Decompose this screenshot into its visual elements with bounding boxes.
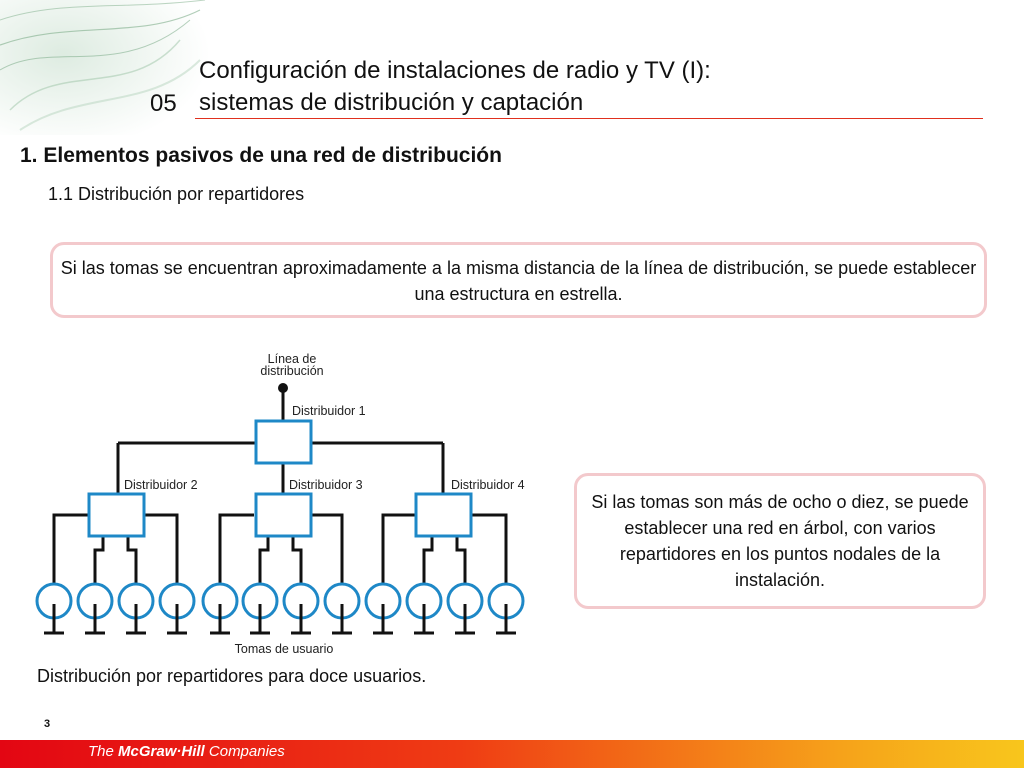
distributor-1-box <box>256 421 311 463</box>
line-entry-dot <box>278 383 288 393</box>
title-divider <box>195 118 983 119</box>
diagram-caption: Distribución por repartidores para doce usuarios. <box>37 666 427 686</box>
title-line-2: sistemas de distribución y captación <box>199 89 584 116</box>
logo-prefix: The <box>88 743 114 760</box>
logo-brand: McGraw·Hill <box>118 743 205 760</box>
page-number: 3 <box>44 718 51 730</box>
slide-title <box>199 55 711 119</box>
footer-bar <box>0 740 1024 768</box>
distributor-2-box <box>89 494 144 536</box>
star-structure-note: Si las tomas se encuentran aproximadamente a la misma distancia de la línea de distribución, se puede establecer una estructura en estrella. <box>50 242 987 318</box>
chapter-number: 05 <box>150 90 177 117</box>
distributor-3-label: Distribuidor 3 <box>289 478 363 492</box>
line-label-2: distribución <box>260 364 324 378</box>
subsection-heading: 1.1 Distribución por repartidores <box>48 184 305 204</box>
distributor-1-label: Distribuidor 1 <box>292 404 366 418</box>
distributor-2-label: Distribuidor 2 <box>124 478 198 492</box>
line-label-1: Línea de <box>267 352 317 366</box>
distributor-3-box <box>256 494 311 536</box>
decorative-swirl-graphic <box>0 0 210 135</box>
distribution-diagram <box>30 340 570 665</box>
publisher-logo <box>88 743 285 760</box>
title-line-1: Configuración de instalaciones de radio y TV (I): <box>199 57 711 84</box>
outlets-label: Tomas de usuario <box>234 642 334 656</box>
tree-structure-note: Si las tomas son más de ocho o diez, se puede establecer una red en árbol, con varios repartidores en los puntos nodales de la instalación. <box>574 473 986 609</box>
distributor-4-box <box>416 494 471 536</box>
section-heading: 1. Elementos pasivos de una red de distribución <box>20 144 502 167</box>
distributor-4-label: Distribuidor 4 <box>451 478 525 492</box>
logo-suffix: Companies <box>208 743 285 760</box>
